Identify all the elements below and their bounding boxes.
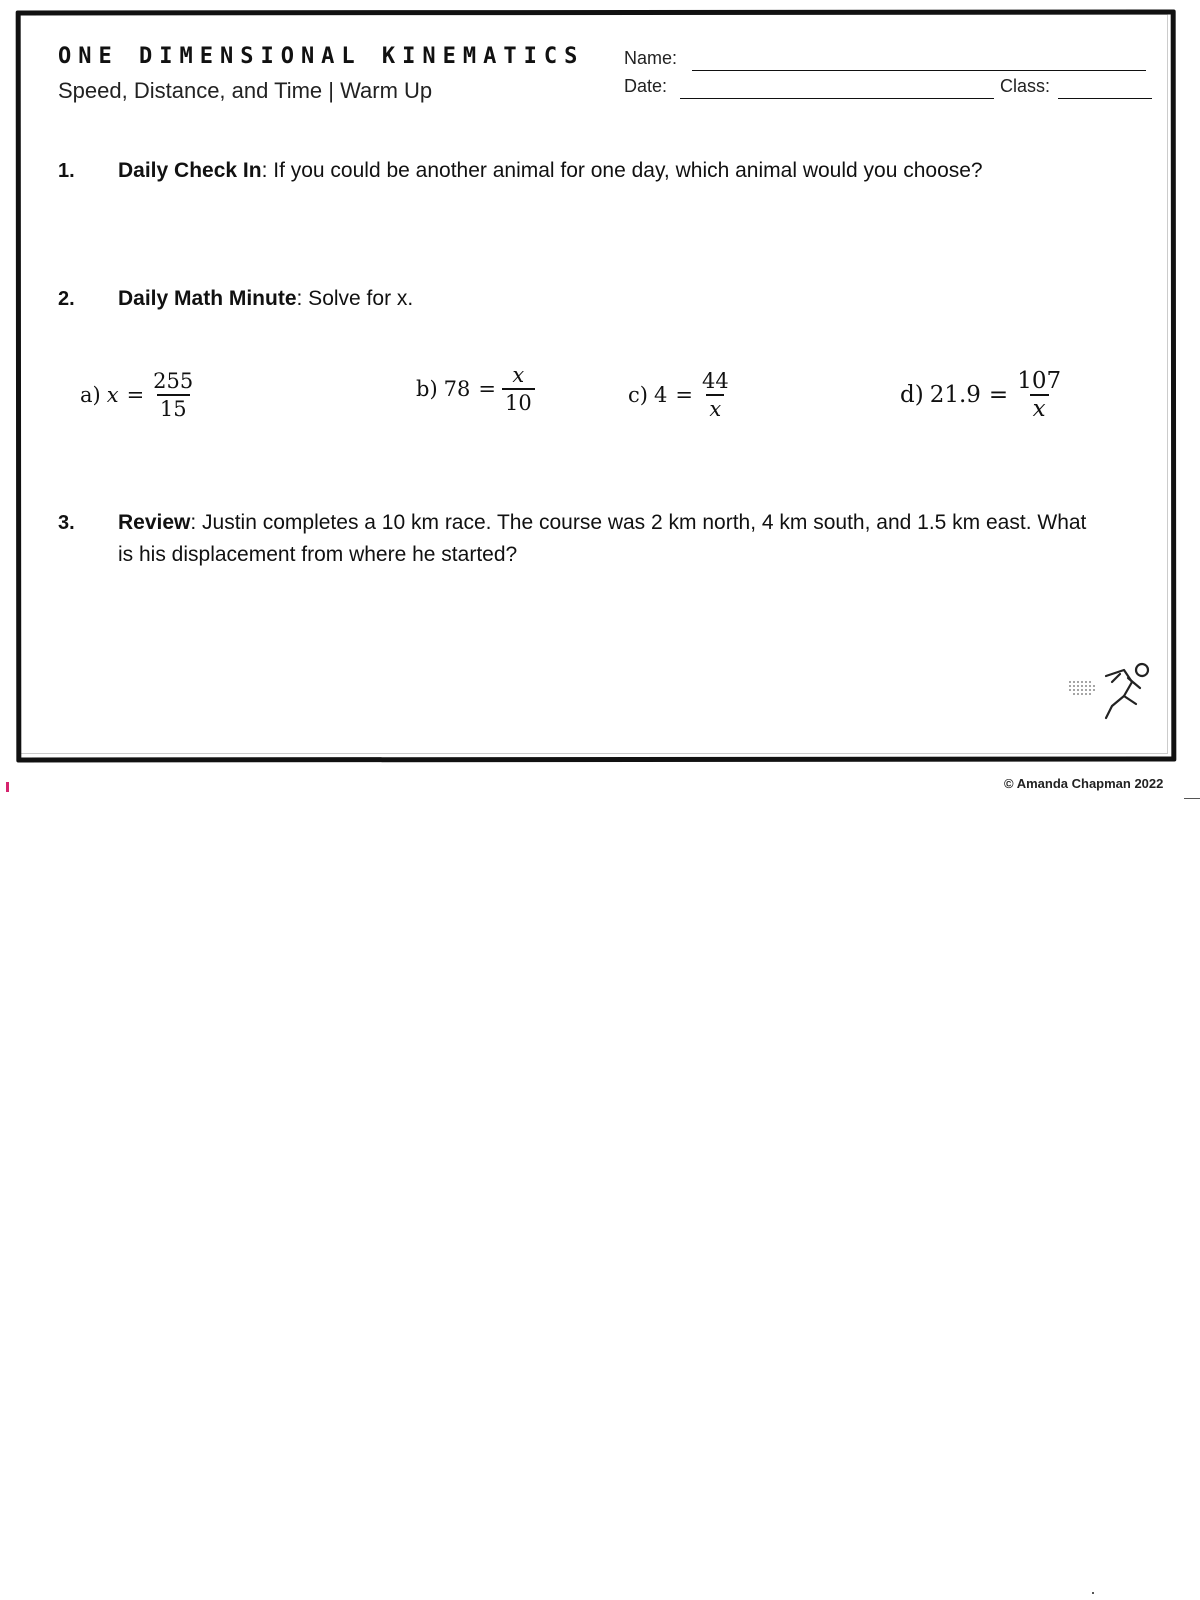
question-1-number: 1.: [58, 160, 75, 182]
page-mark: [6, 782, 9, 792]
question-1-heading: Daily Check In: [118, 159, 262, 182]
question-1-text: : If you could be another animal for one day, which animal would you choose?: [261, 159, 983, 182]
math-problem-b-eq: =: [478, 377, 496, 401]
math-problem-c: [628, 368, 732, 422]
math-problem-d: [900, 368, 1064, 422]
math-problem-d-numerator: 107: [1017, 368, 1062, 394]
math-problem-b-lhs: 78: [443, 377, 471, 401]
math-problem-a-numerator: 255: [153, 369, 194, 393]
worksheet-title: ONE DIMENSIONAL KINEMATICS: [58, 44, 585, 69]
math-problem-b: [416, 362, 535, 416]
question-3-number: 3.: [58, 512, 75, 534]
math-problem-a-label: a): [80, 383, 101, 407]
math-problem-c-eq: =: [675, 383, 693, 407]
math-problem-a-fraction: [150, 368, 196, 422]
question-3-text: : Justin completes a 10 km race. The course was 2 km north, 4 km south, and 1.5 km east. What is his displacement from where he started?: [118, 511, 1087, 566]
math-problem-b-fraction: [502, 362, 535, 416]
question-1: [118, 155, 1098, 187]
math-problem-c-fraction: [699, 368, 732, 422]
worksheet-subtitle: Speed, Distance, and Time | Warm Up: [58, 78, 433, 103]
page-dash: [1184, 798, 1200, 799]
name-field[interactable]: [692, 70, 1146, 71]
math-problem-b-denominator: 10: [502, 388, 535, 416]
math-problem-c-numerator: 44: [701, 369, 729, 393]
question-2: [118, 283, 1098, 315]
math-problem-c-lhs: 4: [653, 383, 668, 407]
question-2-text: : Solve for x.: [296, 287, 414, 310]
question-2-heading: Daily Math Minute: [118, 287, 297, 310]
math-problem-b-label: b): [416, 377, 438, 401]
date-label: Date:: [624, 76, 668, 96]
math-problem-a-lhs: x: [106, 383, 119, 407]
math-problem-d-label: d): [900, 382, 924, 408]
math-problem-a-denominator: 15: [157, 394, 190, 422]
math-problem-d-fraction: [1014, 368, 1064, 422]
page-dot: [1092, 1592, 1094, 1594]
runner-icon: [1066, 660, 1156, 735]
math-problem-c-label: c): [628, 383, 648, 407]
math-problem-b-numerator: x: [512, 363, 525, 387]
math-problem-d-denominator: x: [1030, 394, 1049, 422]
question-2-number: 2.: [58, 288, 75, 310]
math-problem-d-eq: =: [988, 382, 1009, 408]
math-problem-a-eq: =: [126, 383, 145, 407]
name-label: Name:: [624, 48, 678, 68]
class-label: Class:: [1000, 76, 1051, 96]
date-field[interactable]: [680, 98, 994, 99]
math-problem-c-denominator: x: [706, 394, 724, 422]
math-problem-a: [80, 368, 196, 422]
math-problem-d-lhs: 21.9: [929, 382, 981, 408]
copyright-notice: © Amanda Chapman 2022: [1004, 776, 1164, 791]
question-3-heading: Review: [118, 511, 191, 534]
class-field[interactable]: [1058, 98, 1152, 99]
question-3: [118, 507, 1098, 571]
